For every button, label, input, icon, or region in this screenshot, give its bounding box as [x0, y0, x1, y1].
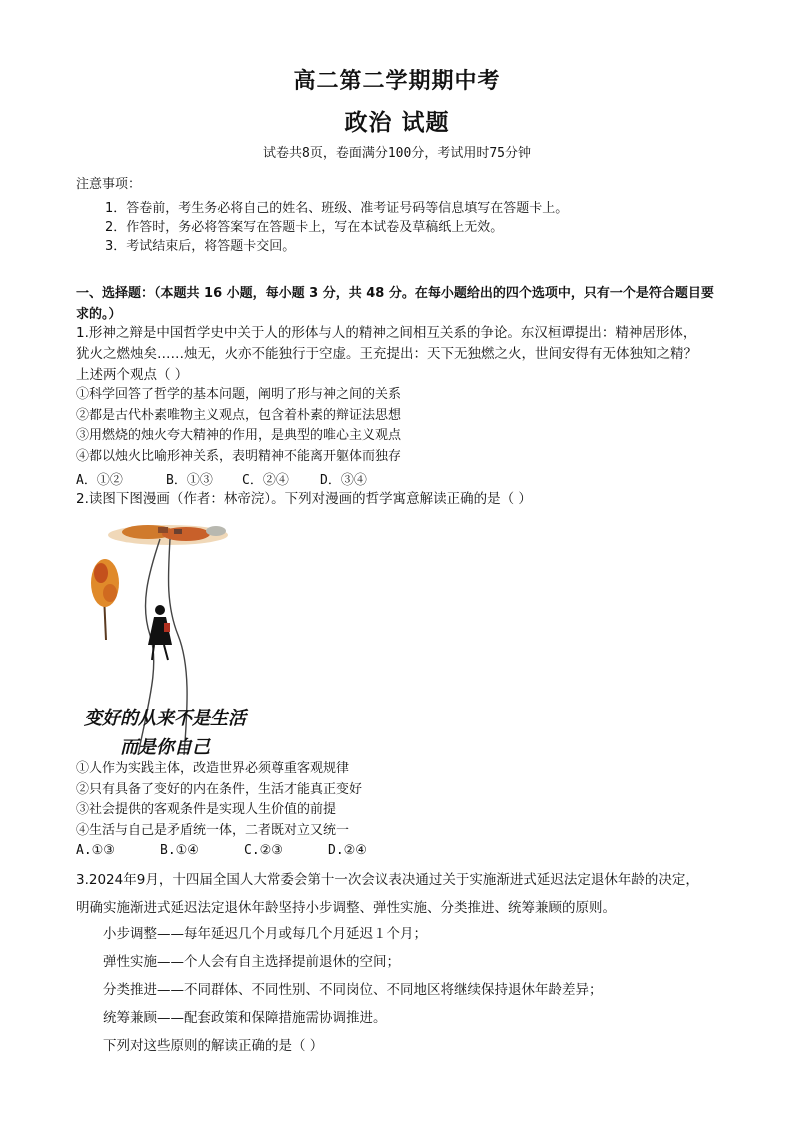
- q2-stem: 2.读图下图漫画（作者：林帝浣）。下列对漫画的哲学寓意解读正确的是（ ）: [76, 491, 532, 507]
- q3-stem: [76, 866, 699, 922]
- q2-choices: [76, 843, 367, 858]
- q2-choice-c: C.②③: [244, 843, 283, 858]
- q1-option: ③用燃烧的烛火夸大精神的作用，是典型的唯心主义观点: [76, 428, 402, 443]
- q1-choice-b: B．①③: [166, 473, 213, 488]
- q3-principle: 小步调整——每年延迟几个月或每几个月延迟１个月；: [103, 926, 427, 942]
- q3-stem-line: 3.2024年9月，十四届全国人大常委会第十一次会议表决通过关于实施渐进式延迟法定退休年龄的决定，: [76, 872, 699, 888]
- q2-option: ②只有具备了变好的内在条件，生活才能真正变好: [76, 781, 363, 797]
- q2-option: ③社会提供的客观条件是实现人生价值的前提: [76, 802, 337, 817]
- q3-principle: 分类推进——不同群体、不同性别、不同岗位、不同地区将继续保持退休年龄差异；: [103, 982, 603, 998]
- q1-choice-c: C．②④: [242, 473, 289, 488]
- q3-principles: [103, 920, 603, 1060]
- cartoon-caption-line2: 而是你自己: [120, 737, 210, 758]
- notes-heading: 注意事项：: [76, 177, 142, 192]
- q3-principle: 弹性实施——个人会有自主选择提前退休的空间；: [103, 954, 400, 970]
- tree-icon: [91, 559, 119, 640]
- exam-title: 高二第二学期期中考: [293, 68, 501, 94]
- cartoon-caption-line1: 变好的从来不是生活: [84, 708, 246, 729]
- notes-item: 3．考试结束后，将答题卡交回。: [105, 239, 296, 254]
- q2-choice-a: A.①③: [76, 843, 115, 858]
- q3-principle: 统筹兼顾——配套政策和保障措施需协调推进。: [103, 1010, 387, 1026]
- notes-item: 2．作答时，务必将答案写在答题卡上，写在本试卷及草稿纸上无效。: [105, 220, 504, 235]
- notes-list: [105, 199, 568, 256]
- q1-stem: [76, 323, 697, 386]
- q2-option: ①人作为实践主体，改造世界必须尊重客观规律: [76, 761, 350, 776]
- q1-options: [76, 385, 401, 467]
- q3-stem-line: 明确实施渐进式延迟法定退休年龄坚持小步调整、弹性实施、分类推进、统筹兼顾的原则。: [76, 900, 616, 916]
- woman-figure-icon: [148, 605, 172, 660]
- q2-option: ④生活与自己是矛盾统一体，二者既对立又统一: [76, 822, 350, 838]
- q2-choice-d: D.②④: [328, 843, 367, 858]
- q1-choices: [76, 469, 367, 488]
- village-icon: [108, 525, 228, 545]
- q1-stem-line: 1.形神之辩是中国哲学史中关于人的形体与人的精神之间相互关系的争论。东汉桓谭提出：精神居形体，: [76, 325, 697, 341]
- q2-choice-b: B.①④: [160, 843, 199, 858]
- section1-heading: 一、选择题：（本题共 16 小题，每小题 3 分，共 48 分。在每小题给出的四个选项中，只有一个是符合题目要求的。）: [76, 286, 714, 322]
- q1-stem-line: 上述两个观点（ ）: [76, 367, 189, 383]
- exam-info: 试卷共8页，卷面满分100分，考试用时75分钟: [263, 146, 531, 161]
- q1-option: ①科学回答了哲学的基本问题，阐明了形与神之间的关系: [76, 387, 402, 402]
- q1-option: ②都是古代朴素唯物主义观点，包含着朴素的辩证法思想: [76, 407, 402, 423]
- q1-choice-a: A．①②: [76, 473, 123, 488]
- q1-stem-line: 犹火之燃烛矣……烛无，火亦不能独行于空虚。王充提出：天下无独燃之火，世间安得有无体独知之精？: [76, 346, 697, 362]
- q3-question: 下列对这些原则的解读正确的是（ ）: [103, 1038, 324, 1054]
- exam-subject: 政治 试题: [344, 109, 450, 136]
- q1-option: ④都以烛火比喻形神关系，表明精神不能离开躯体而独存: [76, 448, 402, 464]
- q2-options: [76, 759, 362, 841]
- q1-choice-d: D．③④: [320, 473, 367, 488]
- notes-item: 1．答卷前，考生务必将自己的姓名、班级、准考证号码等信息填写在答题卡上。: [105, 201, 569, 216]
